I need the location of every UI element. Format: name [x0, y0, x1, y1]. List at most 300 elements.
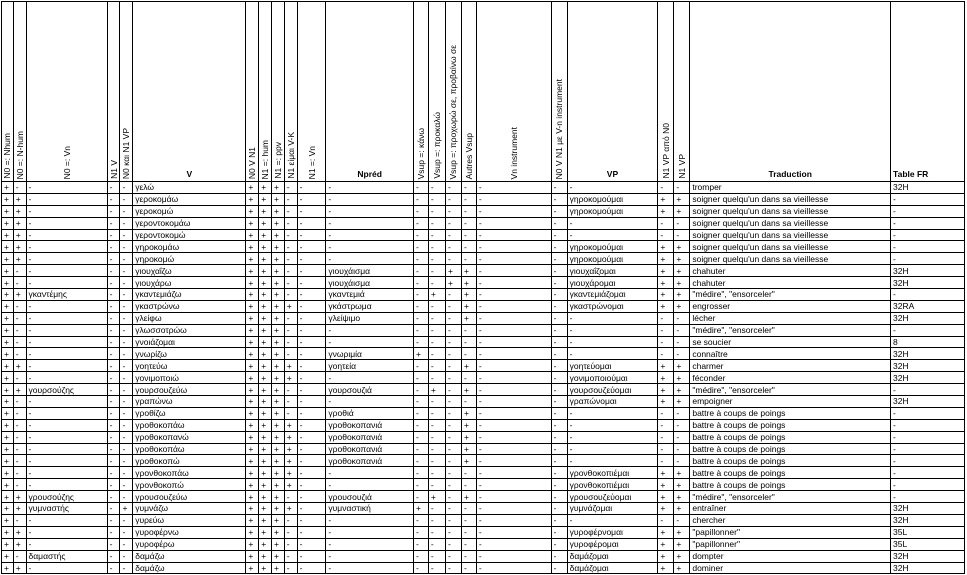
table-cell[interactable]: + — [259, 407, 272, 419]
table-cell[interactable]: + — [658, 241, 674, 253]
table-cell[interactable]: + — [272, 372, 285, 384]
table-cell[interactable]: + — [272, 182, 285, 194]
table-cell[interactable]: γυροφέρομαι — [567, 538, 658, 550]
table-cell[interactable]: - — [461, 205, 476, 217]
table-cell[interactable]: 35L — [891, 526, 965, 538]
table-cell[interactable]: + — [246, 419, 259, 431]
table-cell[interactable]: - — [107, 514, 120, 526]
table-cell[interactable]: + — [428, 384, 445, 396]
table-cell[interactable]: - — [674, 419, 690, 431]
table-cell[interactable]: - — [891, 443, 965, 455]
table-cell[interactable]: - — [297, 277, 326, 289]
table-cell[interactable]: - — [107, 419, 120, 431]
table-cell[interactable]: - — [120, 253, 133, 265]
table-cell[interactable]: + — [272, 265, 285, 277]
table-cell[interactable]: - — [326, 514, 414, 526]
table-cell[interactable]: - — [674, 431, 690, 443]
table-cell[interactable]: - — [120, 562, 133, 574]
table-cell[interactable]: + — [259, 205, 272, 217]
table-cell[interactable]: - — [13, 431, 26, 443]
table-cell[interactable]: 32H — [891, 360, 965, 372]
table-cell[interactable]: charmer — [690, 360, 891, 372]
table-cell[interactable]: - — [891, 419, 965, 431]
table-cell[interactable]: - — [326, 241, 414, 253]
table-cell[interactable]: - — [551, 348, 567, 360]
table-cell[interactable]: - — [26, 324, 107, 336]
table-cell[interactable]: - — [445, 348, 461, 360]
table-cell[interactable]: + — [461, 277, 476, 289]
table-cell[interactable]: - — [476, 479, 551, 491]
table-cell[interactable]: + — [272, 455, 285, 467]
column-header[interactable] — [476, 2, 551, 182]
table-cell[interactable]: γρονθοκοπιέμαι — [567, 479, 658, 491]
table-cell[interactable]: - — [476, 182, 551, 194]
table-cell[interactable]: + — [246, 348, 259, 360]
table-cell[interactable]: + — [284, 419, 297, 431]
table-cell[interactable]: + — [246, 300, 259, 312]
table-cell[interactable]: - — [445, 182, 461, 194]
table-cell[interactable]: + — [246, 312, 259, 324]
table-cell[interactable]: - — [120, 277, 133, 289]
table-cell[interactable]: + — [246, 431, 259, 443]
table-cell[interactable]: + — [2, 336, 14, 348]
table-cell[interactable]: - — [120, 372, 133, 384]
table-cell[interactable]: + — [246, 550, 259, 562]
table-cell[interactable]: + — [246, 336, 259, 348]
table-cell[interactable]: - — [476, 455, 551, 467]
table-cell[interactable]: - — [413, 300, 428, 312]
table-cell[interactable]: - — [26, 336, 107, 348]
table-cell[interactable]: - — [326, 526, 414, 538]
table-cell[interactable]: + — [246, 443, 259, 455]
table-cell[interactable]: - — [326, 550, 414, 562]
table-cell[interactable]: - — [445, 300, 461, 312]
table-cell[interactable]: + — [272, 407, 285, 419]
table-cell[interactable]: + — [272, 193, 285, 205]
table-cell[interactable]: - — [551, 324, 567, 336]
table-cell[interactable]: γκαντεμιά — [326, 289, 414, 301]
table-cell[interactable]: γκαντεμιάζομαι — [567, 289, 658, 301]
table-cell[interactable]: + — [272, 538, 285, 550]
table-cell[interactable]: + — [2, 360, 14, 372]
table-cell[interactable]: - — [284, 324, 297, 336]
table-cell[interactable]: γροθοκοπανιά — [326, 455, 414, 467]
table-cell[interactable]: - — [445, 336, 461, 348]
table-cell[interactable]: - — [413, 491, 428, 503]
table-cell[interactable]: - — [476, 241, 551, 253]
table-cell[interactable]: - — [297, 467, 326, 479]
table-cell[interactable]: - — [413, 372, 428, 384]
table-cell[interactable]: - — [428, 503, 445, 515]
table-cell[interactable]: - — [413, 443, 428, 455]
table-cell[interactable]: connaître — [690, 348, 891, 360]
table-cell[interactable]: - — [284, 514, 297, 526]
table-cell[interactable]: - — [284, 205, 297, 217]
table-cell[interactable]: - — [107, 300, 120, 312]
table-cell[interactable]: + — [2, 491, 14, 503]
table-cell[interactable]: γραπώνω — [133, 396, 246, 408]
table-cell[interactable]: - — [428, 479, 445, 491]
table-cell[interactable]: - — [476, 562, 551, 574]
table-cell[interactable]: + — [259, 348, 272, 360]
table-cell[interactable]: γυμνάζω — [133, 503, 246, 515]
table-cell[interactable]: - — [107, 396, 120, 408]
table-cell[interactable]: - — [551, 455, 567, 467]
table-cell[interactable]: - — [891, 384, 965, 396]
table-cell[interactable]: γκάστρωμα — [326, 300, 414, 312]
table-cell[interactable]: + — [259, 419, 272, 431]
table-cell[interactable]: - — [297, 514, 326, 526]
table-cell[interactable]: + — [674, 562, 690, 574]
table-cell[interactable]: γροθοκοπανώ — [133, 431, 246, 443]
table-cell[interactable]: - — [428, 300, 445, 312]
table-cell[interactable]: + — [272, 229, 285, 241]
table-cell[interactable]: - — [120, 193, 133, 205]
table-cell[interactable]: + — [2, 443, 14, 455]
table-cell[interactable]: - — [284, 312, 297, 324]
table-cell[interactable]: + — [658, 562, 674, 574]
table-cell[interactable]: - — [476, 205, 551, 217]
table-cell[interactable]: - — [461, 324, 476, 336]
table-cell[interactable]: γκαστρώνομαι — [567, 300, 658, 312]
table-cell[interactable]: + — [461, 443, 476, 455]
table-cell[interactable]: + — [658, 550, 674, 562]
table-cell[interactable]: - — [551, 396, 567, 408]
table-cell[interactable]: - — [107, 455, 120, 467]
table-cell[interactable]: γοητεύω — [133, 360, 246, 372]
table-cell[interactable]: + — [246, 277, 259, 289]
table-cell[interactable]: - — [658, 229, 674, 241]
table-cell[interactable]: - — [567, 229, 658, 241]
table-cell[interactable]: - — [120, 538, 133, 550]
table-cell[interactable]: - — [445, 491, 461, 503]
table-cell[interactable]: γροθοκοπώ — [133, 455, 246, 467]
table-cell[interactable]: - — [297, 384, 326, 396]
table-cell[interactable]: - — [428, 562, 445, 574]
table-cell[interactable]: + — [246, 384, 259, 396]
table-cell[interactable]: + — [246, 491, 259, 503]
table-cell[interactable]: + — [2, 384, 14, 396]
table-cell[interactable]: - — [445, 193, 461, 205]
table-cell[interactable]: γιουχαΐζω — [133, 265, 246, 277]
table-cell[interactable]: - — [13, 479, 26, 491]
table-cell[interactable]: - — [428, 360, 445, 372]
table-cell[interactable]: + — [658, 289, 674, 301]
table-cell[interactable]: - — [567, 514, 658, 526]
table-cell[interactable]: - — [326, 467, 414, 479]
table-cell[interactable]: γυροφέρνω — [133, 526, 246, 538]
table-cell[interactable]: δαμάζομαι — [567, 562, 658, 574]
table-cell[interactable]: + — [259, 241, 272, 253]
table-cell[interactable]: - — [445, 538, 461, 550]
table-cell[interactable]: empoigner — [690, 396, 891, 408]
table-cell[interactable]: γυμναστής — [26, 503, 107, 515]
table-cell[interactable]: - — [674, 407, 690, 419]
table-cell[interactable]: - — [674, 348, 690, 360]
table-cell[interactable]: - — [445, 384, 461, 396]
table-cell[interactable]: - — [26, 467, 107, 479]
table-cell[interactable]: - — [551, 538, 567, 550]
table-cell[interactable]: - — [13, 182, 26, 194]
table-cell[interactable]: + — [120, 503, 133, 515]
table-cell[interactable]: + — [246, 467, 259, 479]
table-cell[interactable]: - — [326, 253, 414, 265]
table-cell[interactable]: - — [891, 407, 965, 419]
table-cell[interactable]: - — [461, 372, 476, 384]
table-cell[interactable]: - — [476, 550, 551, 562]
table-cell[interactable]: 8 — [891, 336, 965, 348]
table-cell[interactable]: + — [445, 265, 461, 277]
column-header[interactable]: Npréd — [326, 2, 414, 182]
table-cell[interactable]: - — [658, 455, 674, 467]
table-cell[interactable]: - — [120, 312, 133, 324]
table-cell[interactable]: + — [259, 372, 272, 384]
table-cell[interactable]: - — [120, 324, 133, 336]
table-cell[interactable]: - — [284, 407, 297, 419]
table-cell[interactable]: + — [2, 514, 14, 526]
table-cell[interactable]: + — [272, 289, 285, 301]
table-cell[interactable]: - — [13, 419, 26, 431]
table-cell[interactable]: + — [246, 205, 259, 217]
table-cell[interactable]: + — [2, 467, 14, 479]
table-cell[interactable]: + — [13, 526, 26, 538]
table-cell[interactable]: + — [461, 384, 476, 396]
table-cell[interactable]: - — [551, 241, 567, 253]
table-cell[interactable]: - — [476, 407, 551, 419]
table-cell[interactable]: - — [567, 336, 658, 348]
table-cell[interactable]: - — [428, 407, 445, 419]
table-cell[interactable]: - — [476, 419, 551, 431]
table-cell[interactable]: 32H — [891, 348, 965, 360]
table-cell[interactable]: - — [445, 455, 461, 467]
table-cell[interactable]: - — [428, 443, 445, 455]
table-cell[interactable]: - — [413, 538, 428, 550]
table-cell[interactable]: + — [658, 265, 674, 277]
table-cell[interactable]: - — [284, 182, 297, 194]
table-cell[interactable]: - — [297, 265, 326, 277]
table-cell[interactable]: - — [26, 182, 107, 194]
table-cell[interactable]: - — [428, 336, 445, 348]
table-cell[interactable]: γιουχάισμα — [326, 265, 414, 277]
table-cell[interactable]: + — [2, 182, 14, 194]
table-cell[interactable]: - — [428, 431, 445, 443]
table-cell[interactable]: - — [551, 491, 567, 503]
table-cell[interactable]: + — [272, 526, 285, 538]
table-cell[interactable]: γηροκομούμαι — [567, 193, 658, 205]
table-cell[interactable]: + — [674, 360, 690, 372]
table-cell[interactable]: - — [107, 324, 120, 336]
table-cell[interactable]: - — [567, 348, 658, 360]
table-cell[interactable]: - — [297, 182, 326, 194]
table-cell[interactable]: - — [13, 467, 26, 479]
table-cell[interactable]: + — [674, 193, 690, 205]
table-cell[interactable]: "médire", "ensorceler" — [690, 384, 891, 396]
table-cell[interactable]: + — [674, 538, 690, 550]
table-cell[interactable]: + — [259, 455, 272, 467]
table-cell[interactable]: - — [891, 455, 965, 467]
table-cell[interactable]: + — [658, 193, 674, 205]
table-cell[interactable]: 35L — [891, 538, 965, 550]
table-cell[interactable]: + — [2, 312, 14, 324]
table-cell[interactable]: - — [658, 443, 674, 455]
table-cell[interactable]: - — [476, 336, 551, 348]
table-cell[interactable]: - — [297, 229, 326, 241]
table-cell[interactable]: - — [107, 289, 120, 301]
table-cell[interactable]: + — [658, 479, 674, 491]
table-cell[interactable]: + — [658, 300, 674, 312]
table-cell[interactable]: γουρσουζιά — [326, 384, 414, 396]
table-cell[interactable]: + — [2, 526, 14, 538]
table-cell[interactable]: - — [297, 479, 326, 491]
table-cell[interactable]: + — [259, 360, 272, 372]
table-cell[interactable]: + — [13, 289, 26, 301]
table-cell[interactable]: + — [461, 431, 476, 443]
column-header[interactable] — [272, 2, 285, 182]
table-cell[interactable]: + — [445, 277, 461, 289]
table-cell[interactable]: - — [428, 348, 445, 360]
table-cell[interactable]: - — [476, 384, 551, 396]
table-cell[interactable]: + — [413, 348, 428, 360]
table-cell[interactable]: - — [413, 419, 428, 431]
table-cell[interactable]: - — [658, 419, 674, 431]
table-cell[interactable]: + — [272, 396, 285, 408]
table-cell[interactable]: γυμνάζομαι — [567, 503, 658, 515]
table-cell[interactable]: - — [567, 312, 658, 324]
table-cell[interactable]: - — [413, 182, 428, 194]
table-cell[interactable]: - — [107, 384, 120, 396]
table-cell[interactable]: - — [551, 360, 567, 372]
table-cell[interactable]: + — [259, 277, 272, 289]
table-cell[interactable]: - — [551, 229, 567, 241]
table-cell[interactable]: - — [476, 277, 551, 289]
table-cell[interactable]: + — [2, 503, 14, 515]
table-cell[interactable]: + — [674, 467, 690, 479]
table-cell[interactable]: γκαστρώνω — [133, 300, 246, 312]
table-cell[interactable]: - — [413, 407, 428, 419]
table-cell[interactable]: + — [2, 431, 14, 443]
table-cell[interactable]: - — [107, 538, 120, 550]
table-cell[interactable]: - — [476, 312, 551, 324]
table-cell[interactable]: - — [551, 265, 567, 277]
table-cell[interactable]: - — [891, 229, 965, 241]
table-cell[interactable]: - — [120, 384, 133, 396]
table-cell[interactable]: + — [259, 550, 272, 562]
table-cell[interactable]: + — [246, 360, 259, 372]
table-cell[interactable]: - — [891, 241, 965, 253]
table-cell[interactable]: γελώ — [133, 182, 246, 194]
table-cell[interactable]: - — [107, 193, 120, 205]
table-cell[interactable]: - — [26, 265, 107, 277]
table-cell[interactable]: - — [120, 431, 133, 443]
table-cell[interactable]: - — [120, 407, 133, 419]
table-cell[interactable]: γηροκομούμαι — [567, 253, 658, 265]
table-cell[interactable]: γηροκομώ — [133, 253, 246, 265]
table-cell[interactable]: 32RA — [891, 300, 965, 312]
table-cell[interactable]: γρονθοκοπιέμαι — [567, 467, 658, 479]
table-cell[interactable]: - — [107, 312, 120, 324]
table-cell[interactable]: engrosser — [690, 300, 891, 312]
table-cell[interactable]: 32H — [891, 372, 965, 384]
table-cell[interactable]: - — [413, 396, 428, 408]
table-cell[interactable]: 32H — [891, 277, 965, 289]
table-cell[interactable]: - — [891, 431, 965, 443]
table-cell[interactable]: - — [658, 407, 674, 419]
table-cell[interactable]: + — [272, 360, 285, 372]
table-cell[interactable]: δαμάζομαι — [567, 550, 658, 562]
table-cell[interactable]: - — [120, 419, 133, 431]
table-cell[interactable]: - — [107, 443, 120, 455]
table-cell[interactable]: - — [120, 479, 133, 491]
column-header[interactable]: Table FR — [891, 2, 965, 182]
table-cell[interactable]: - — [551, 289, 567, 301]
table-cell[interactable]: - — [428, 514, 445, 526]
table-cell[interactable]: + — [2, 372, 14, 384]
table-cell[interactable]: - — [13, 455, 26, 467]
table-cell[interactable]: + — [272, 467, 285, 479]
table-cell[interactable]: - — [551, 526, 567, 538]
table-cell[interactable]: - — [428, 538, 445, 550]
table-cell[interactable]: - — [297, 455, 326, 467]
table-cell[interactable]: + — [674, 491, 690, 503]
table-cell[interactable]: + — [246, 289, 259, 301]
table-cell[interactable]: - — [326, 562, 414, 574]
table-cell[interactable]: - — [120, 360, 133, 372]
column-header[interactable] — [26, 2, 107, 182]
table-cell[interactable]: - — [284, 526, 297, 538]
table-cell[interactable]: γονιμοποιούμαι — [567, 372, 658, 384]
table-cell[interactable]: + — [2, 193, 14, 205]
table-cell[interactable]: + — [2, 300, 14, 312]
table-cell[interactable]: - — [476, 431, 551, 443]
table-cell[interactable]: γεροντοκομάω — [133, 217, 246, 229]
table-cell[interactable]: - — [120, 265, 133, 277]
table-cell[interactable]: - — [445, 407, 461, 419]
table-cell[interactable]: - — [326, 229, 414, 241]
table-cell[interactable]: + — [259, 336, 272, 348]
table-cell[interactable]: + — [259, 253, 272, 265]
table-cell[interactable]: + — [658, 277, 674, 289]
table-cell[interactable]: - — [476, 503, 551, 515]
table-cell[interactable]: - — [428, 241, 445, 253]
table-cell[interactable]: - — [13, 407, 26, 419]
table-cell[interactable]: - — [107, 277, 120, 289]
table-cell[interactable]: - — [891, 193, 965, 205]
table-cell[interactable]: - — [120, 229, 133, 241]
table-cell[interactable]: - — [428, 265, 445, 277]
table-cell[interactable]: - — [445, 312, 461, 324]
table-cell[interactable]: - — [107, 348, 120, 360]
table-cell[interactable]: + — [658, 384, 674, 396]
table-cell[interactable]: γηροκομούμαι — [567, 205, 658, 217]
table-cell[interactable]: - — [284, 538, 297, 550]
table-cell[interactable]: - — [413, 479, 428, 491]
table-cell[interactable]: lécher — [690, 312, 891, 324]
table-cell[interactable]: + — [13, 193, 26, 205]
table-cell[interactable]: - — [413, 514, 428, 526]
table-cell[interactable]: - — [461, 253, 476, 265]
table-cell[interactable]: - — [674, 229, 690, 241]
table-cell[interactable]: γροθοκοπάω — [133, 443, 246, 455]
table-cell[interactable]: + — [461, 455, 476, 467]
table-cell[interactable]: - — [13, 443, 26, 455]
table-cell[interactable]: "papillonner" — [690, 526, 891, 538]
table-cell[interactable]: + — [284, 372, 297, 384]
table-cell[interactable]: - — [551, 431, 567, 443]
table-cell[interactable]: - — [326, 479, 414, 491]
table-cell[interactable]: - — [551, 217, 567, 229]
table-cell[interactable]: + — [658, 526, 674, 538]
table-cell[interactable]: chahuter — [690, 277, 891, 289]
